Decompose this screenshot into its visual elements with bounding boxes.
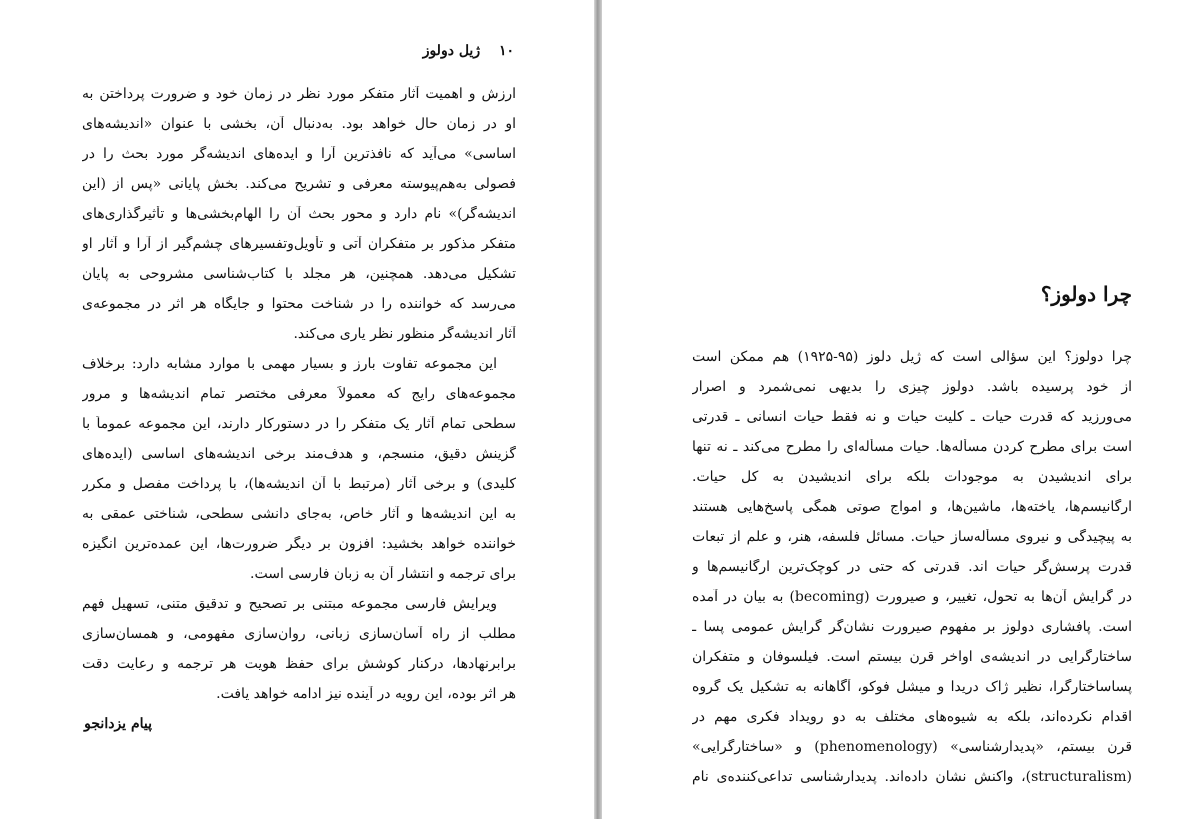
book-gutter — [594, 0, 602, 819]
text-line: می‌رسد که خواننده را در شناخت محتوا و جایگاه هر اثر در مجموعه‌ی — [82, 296, 516, 312]
text-line: به این اندیشه‌ها و آثار خاص، به‌جای دانشی سطحی، شناختی عمقی به — [82, 506, 516, 522]
text-line: می‌ورزید که قدرت حیات ـ کلیت حیات و نه فقط حیات انسانی ـ قدرتی — [692, 409, 1132, 425]
text-line: است برای مطرح کردن مسأله‌ها. حیات مسأله‌ای را مطرح می‌کند ـ نه تنها — [692, 439, 1132, 455]
text-line: فصولی به‌هم‌پیوسته معرفی و تشریح می‌کند. بخش پایانی «پس از (این — [82, 176, 516, 192]
text-line: به پیچیدگی و نیروی مسأله‌ساز حیات. مسائل فلسفه، هنر، و علم از تبعات — [692, 529, 1132, 545]
text-line: اقدام نکرده‌اند، بلکه به شیوه‌های مختلف به دو رویداد فکری مهم در — [692, 709, 1132, 725]
text-line: اساسی» می‌آید که نافذترین آرا و ایده‌های اندیشه‌گر مورد بحث را در — [82, 146, 516, 162]
running-head — [423, 43, 514, 59]
text-line: مجموعه‌های رایج که معمولاً معرفی مختصر تمام اندیشه‌ها و مرور — [82, 386, 516, 402]
text-line: قرن بیستم، «پدیدارشناسی» (phenomenology) و «ساختارگرایی» — [692, 739, 1132, 755]
right-page — [602, 0, 1188, 819]
text-line: مطلب از راه آسان‌سازی زبانی، روان‌سازی مفهومی، و همسان‌سازی — [82, 626, 516, 642]
text-line: ارگانیسم‌ها، یاخته‌ها، ماشین‌ها، و امواج صوتی همگی پاسخ‌هایی هستند — [692, 499, 1132, 515]
text-line: برای ترجمه و انتشار آن به زبان فارسی است. — [250, 566, 516, 582]
text-line: چرا دولوز؟ این سؤالی است که ژیل دلوز (۹۵-۱۹۲۵) هم ممکن است — [692, 349, 1132, 365]
text-line: تشکیل می‌دهد. همچنین، هر مجلد با کتاب‌شناسی مشروحی به پایان — [82, 266, 516, 282]
text-line: در گرایش آن‌ها به تحول، تغییر، و صیرورت (becoming) به بیان در آمده — [692, 589, 1132, 605]
text-line: هر اثر بوده، این رویه در آینده نیز ادامه خواهد یافت. — [216, 686, 516, 702]
text-line: از خود پرسیده باشد. دولوز چیزی را بدیهی نمی‌شمرد و اصرار — [692, 379, 1132, 395]
text-line: خواننده خواهد بخشید: افزون بر دیگر ضرورت‌ها، این عمده‌ترین انگیزه — [82, 536, 516, 552]
text-line: آثار اندیشه‌گر منظور نظر یاری می‌کند. — [293, 326, 516, 342]
text-line: است. پافشاری دولوز بر مفهوم صیرورت نشان‌گر گرایش عمومی پسا ـ — [692, 619, 1132, 635]
text-line: ارزش و اهمیت آثار متفکر مورد نظر در زمان خود و ضرورت پرداختن به — [82, 86, 516, 102]
text-line: متفکر مذکور بر متفکران آتی و تأویل‌وتفسیرهای چشم‌گیر از آرا و آثار او — [82, 236, 516, 252]
text-line: سطحی تمام آثار یک متفکر را در دستورکار دارند، این مجموعه عموماً با — [82, 416, 516, 432]
text-line: او در زمان حال خواهد بود. به‌دنبال آن، بخشی با عنوان «اندیشه‌های — [82, 116, 516, 132]
chapter-title: چرا دولوز؟ — [1040, 282, 1132, 306]
text-line: ساختارگرایی در اندیشه‌ی اواخر قرن بیستم است. فیلسوفان و متفکران — [692, 649, 1132, 665]
text-line: ویرایش فارسی مجموعه مبتنی بر تصحیح و تدقیق متنی، تسهیل فهم — [82, 596, 497, 612]
text-line: قدرت پرسش‌گر حیات اند. قدرتی که حتی در کوچک‌ترین ارگانیسم‌ها و — [692, 559, 1132, 575]
page-number: ۱۰ — [498, 43, 514, 59]
text-line: این مجموعه تفاوت بارز و بسیار مهمی با موارد مشابه دارد: برخلاف — [82, 356, 497, 372]
text-line: گزینش دقیق، منسجم، و هدف‌مند برخی اندیشه‌های اساسی (ایده‌های — [82, 446, 516, 462]
text-line: (structuralism)، واکنش نشان داده‌اند. پدیدارشناسی تداعی‌کننده‌ی نام — [692, 769, 1132, 785]
text-line: برابرنهادها، درکنار کوشش برای حفظ هویت هر ترجمه و رعایت دقت — [82, 656, 516, 672]
text-line: اندیشه‌گر)» نام دارد و محور بحث آن را الهام‌بخشی‌ها و تأثیرگذاری‌های — [82, 206, 516, 222]
text-line: برای اندیشیدن به موجودات بلکه برای اندیشیدن به کل حیات. — [692, 469, 1132, 485]
text-line: کلیدی) و برخی آثار (مرتبط با آن اندیشه‌ها)، با پرداخت مفصل و مکرر — [82, 476, 516, 492]
running-head-title: ژیل دولوز — [422, 43, 481, 59]
translator-signature: پیام یزدانجو — [84, 716, 152, 732]
text-line: پساساختارگرا، نظیر ژاک دریدا و میشل فوکو، آگاهانه به تشکیل یک گروه — [692, 679, 1132, 695]
